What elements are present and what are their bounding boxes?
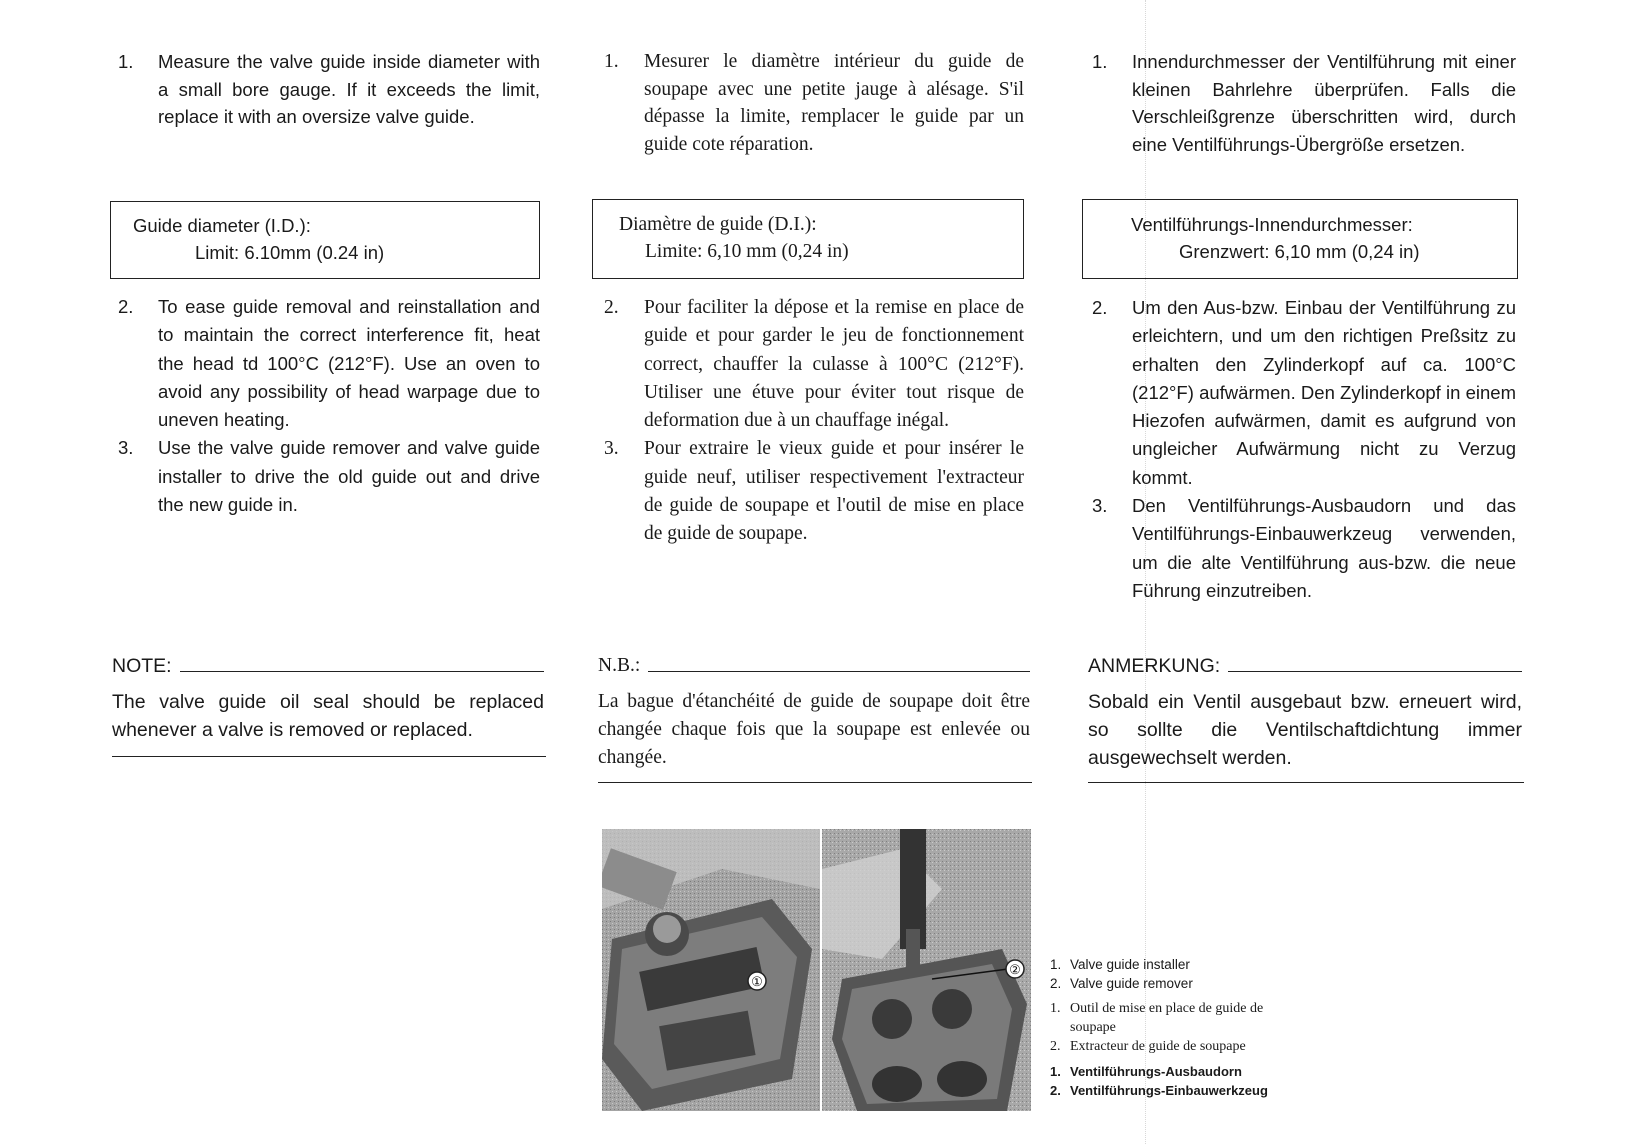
french-spec-box — [592, 199, 1024, 279]
french-column — [604, 48, 1024, 158]
captions-english — [1050, 955, 1310, 993]
german-note-rule — [1088, 782, 1524, 783]
french-spec-label: Diamètre de guide (D.I.): — [619, 214, 817, 235]
photo-valve-guide-remover — [822, 829, 1031, 1111]
german-note-text: Sobald ein Ventil ausgebaut bzw. erneuert wird, so sollte die Ventilschaftdichtung immer ausgewechselt werden. — [1088, 691, 1522, 769]
french-step-3: 3. Pour extraire le vieux guide et pour insérer le guide neuf, utiliser respectivement l'extracteur de guide de soupape et l'outil de mise en place de guide de soupape. — [604, 438, 1024, 545]
german-column — [1092, 48, 1516, 158]
french-step-1: 1. Mesurer le diamètre intérieur du guide de soupape avec une petite jauge à alésage. S'il dépasse la limite, remplacer le guide par un guide cote réparation. — [604, 51, 1024, 155]
french-note-heading: N.B.: — [598, 655, 1030, 677]
caption-french-2: 2. Extracteur de guide de soupape — [1050, 1039, 1246, 1054]
german-note-heading: ANMERKUNG: — [1088, 655, 1522, 678]
caption-german-1: 1. Ventilführungs-Ausbaudorn — [1050, 1064, 1242, 1079]
english-step-1: 1. Measure the valve guide inside diameter with a small bore gauge. If it exceeds the limit, replace it with an oversize valve guide. — [118, 51, 540, 127]
french-note-text: La bague d'étanchéité de guide de soupape doit être changée chaque fois que la soupape est enlevée ou changée. — [598, 691, 1030, 768]
german-step-3: 3. Den Ventilführungs-Ausbaudorn und das Ventilführungs-Einbauwerkzeug verwenden, um die alte Ventilführung aus-bzw. die neue Führung einzutreiben. — [1092, 495, 1516, 601]
callout-2: ② — [1009, 962, 1021, 977]
english-note-rule — [112, 756, 546, 757]
english-note-text: The valve guide oil seal should be replaced whenever a valve is removed or replaced. — [112, 691, 544, 741]
english-spec-box — [110, 201, 540, 279]
captions-german — [1050, 1062, 1310, 1100]
english-spec-label: Guide diameter (I.D.): — [133, 215, 311, 236]
photo-remover-drawing — [822, 829, 1031, 1111]
french-spec-value: Limite: 6,10 mm (0,24 in) — [645, 241, 849, 262]
captions-french — [1050, 999, 1310, 1056]
photo-installer-drawing — [602, 829, 820, 1111]
german-spec-label: Ventilführungs-Innendurchmesser: — [1131, 214, 1413, 235]
english-spec-value: Limit: 6.10mm (0.24 in) — [195, 242, 385, 263]
french-column-continued — [604, 294, 1024, 549]
german-step-1: 1. Innendurchmesser der Ventilführung mit einer kleinen Bahrlehre überprüfen. Falls die Verschleißgrenze überschritten wird, durch eine Ventilführungs-Übergröße ersetzen. — [1092, 51, 1516, 155]
french-note-rule — [598, 782, 1032, 783]
german-step-2: 2. Um den Aus-bzw. Einbau der Ventilführung zu erleichtern, und um den richtigen Preßsitz zu erhalten den Zylinderkopf auf ca. 100°C (212°F) aufwärmen. Den Zylinderkopf in einem Hiezofen aufwärmen, damit es aufgrund von ungleicher Aufwärmung nicht zu Verzug kommt. — [1092, 297, 1516, 488]
french-step-2: 2. Pour faciliter la dépose et la remise en place de guide et pour garder le jeu de fonctionnement correct, chauffer la culasse à 100°C (212°F). Utiliser une étuve pour éviter tout risque de deformation due à un chauffage inégal. — [604, 297, 1024, 432]
photo-valve-guide-installer — [602, 829, 820, 1111]
callout-1: ① — [751, 974, 763, 989]
english-step-2: 2. To ease guide removal and reinstallation and to maintain the correct interference fit, heat the head td 100°C (212°F). Use an oven to avoid any possibility of head warpage due to uneven heating. — [118, 296, 540, 431]
figure-captions — [1050, 955, 1310, 1106]
caption-french-1: 1. Outil de mise en place de guide de soupape — [1050, 1001, 1264, 1035]
german-spec-box — [1082, 199, 1518, 279]
english-column-continued — [118, 293, 540, 519]
caption-german-2: 2. Ventilführungs-Einbauwerkzeug — [1050, 1083, 1268, 1098]
english-steps-1 — [118, 48, 540, 131]
english-step-3: 3. Use the valve guide remover and valve guide installer to drive the old guide out and drive the new guide in. — [118, 437, 540, 516]
caption-english-2: 2. Valve guide remover — [1050, 976, 1193, 991]
english-note-heading: NOTE: — [112, 655, 544, 678]
german-column-continued — [1092, 294, 1516, 605]
german-spec-value: Grenzwert: 6,10 mm (0,24 in) — [1179, 241, 1420, 262]
caption-english-1: 1. Valve guide installer — [1050, 957, 1190, 972]
english-column — [118, 48, 540, 131]
